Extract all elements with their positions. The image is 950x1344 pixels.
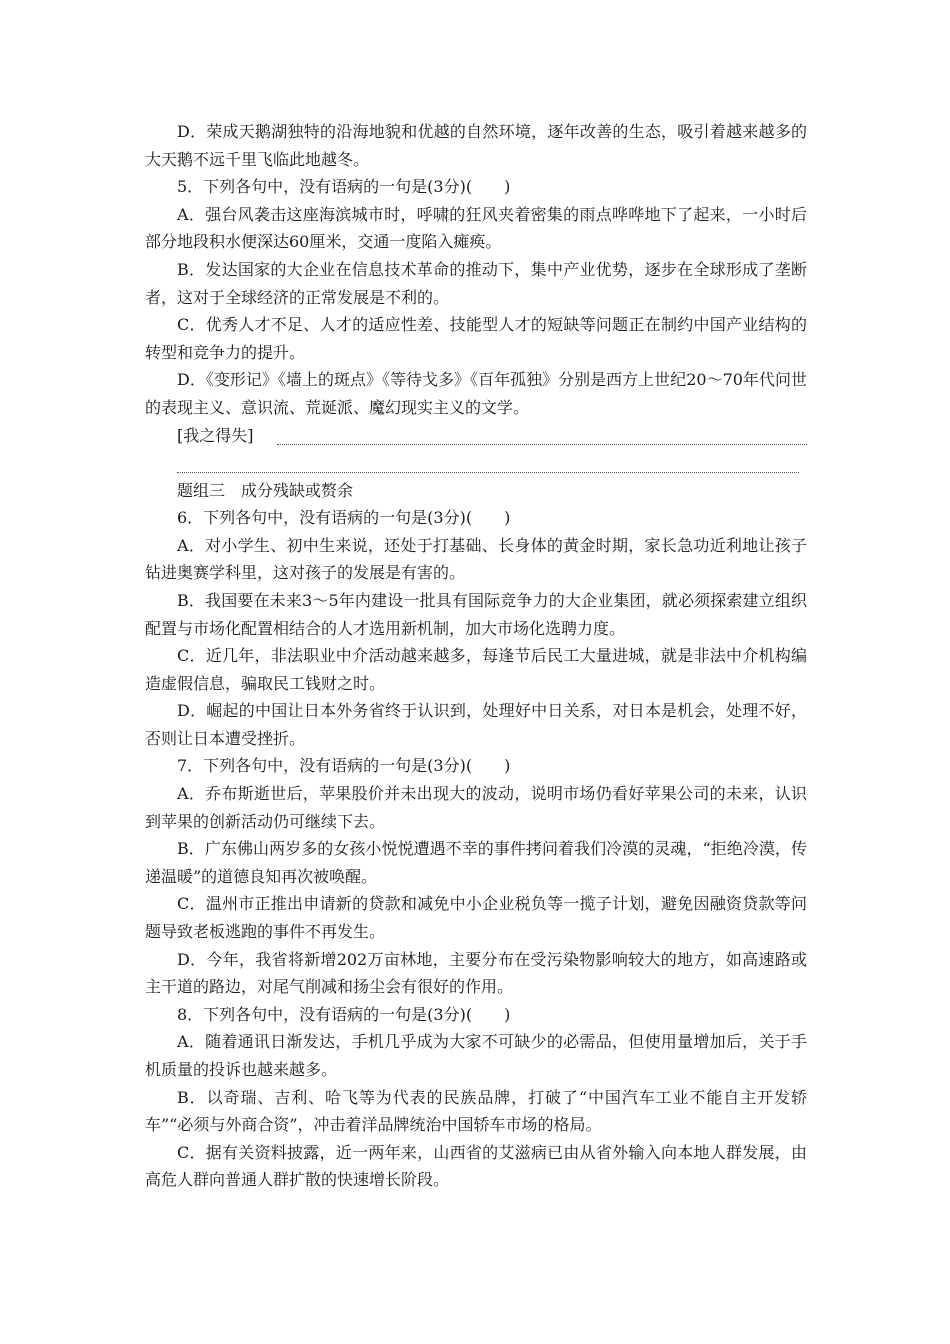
option: C．温州市正推出申请新的贷款和减免中小企业税负等一揽子计划，避免因融资贷款等问题导致老板逃跑的事件不再发生。 <box>145 894 807 942</box>
option: A．对小学生、初中生来说，还处于打基础、长身体的黄金时期，家长急功近利地让孩子钻进奥赛学科里，这对孩子的发展是有害的。 <box>145 535 807 583</box>
option: C．据有关资料披露，近一两年来，山西省的艾滋病已由从省外输入向本地人群发展，由高危人群向普通人群扩散的快速增长阶段。 <box>145 1142 807 1190</box>
question-stem: 5．下列各句中，没有语病的一句是(3分)( ) <box>177 177 511 197</box>
option: D．《变形记》《墙上的斑点》《等待戈多》《百年孤独》分别是西方上世纪20～70年代问世的表现主义、意识流、荒诞派、魔幻现实主义的文学。 <box>145 370 807 417</box>
question-stem: 6．下列各句中，没有语病的一句是(3分)( ) <box>177 508 511 528</box>
reflection-block <box>145 422 807 477</box>
answer-line[interactable] <box>277 444 807 445</box>
questions-top <box>145 118 807 422</box>
option: C．优秀人才不足、人才的适应性差、技能型人才的短缺等问题正在制约中国产业结构的转型和竞争力的提升。 <box>145 315 807 362</box>
option: A．强台风袭击这座海滨城市时，呼啸的狂风夹着密集的雨点哗哗地下了起来，一小时后部分地段积水便深达60厘米，交通一度陷入瘫痪。 <box>145 204 807 252</box>
option: B．发达国家的大企业在信息技术革命的推动下，集中产业优势，逐步在全球形成了垄断者，这对于全球经济的正常发展是不利的。 <box>145 259 807 307</box>
option: B．我国要在未来3～5年内建设一批具有国际竞争力的大企业集团，就必须探索建立组织配置与市场化配置相结合的人才选用新机制，加大市场化选聘力度。 <box>145 590 807 638</box>
option: A．随着通讯日渐发达，手机几乎成为大家不可缺少的必需品，但使用量增加后，关于手机质量的投诉也越来越多。 <box>145 1032 807 1079</box>
question-stem: 8．下列各句中，没有语病的一句是(3分)( ) <box>177 1004 511 1024</box>
answer-line[interactable] <box>177 472 799 473</box>
option: C．近几年，非法职业中介活动越来越多，每逢节后民工大量进城，就是非法中介机构编造虚假信息，骗取民工钱财之时。 <box>145 646 807 693</box>
option: D．今年，我省将新增202万亩林地，主要分布在受污染物影响较大的地方，如高速路或主干道的路边，对尾气削减和扬尘会有很好的作用。 <box>145 949 807 997</box>
paragraph: D．荣成天鹅湖独特的沿海地貌和优越的自然环境，逐年改善的生态，吸引着越来越多的大天鹅不远千里飞临此地越冬。 <box>145 122 807 169</box>
option: A．乔布斯逝世后，苹果股价并未出现大的波动，说明市场仍看好苹果公司的未来，认识到苹果的创新活动仍可继续下去。 <box>145 784 807 831</box>
reflection-label: [我之得失] <box>177 425 254 445</box>
document-page <box>145 118 807 1194</box>
question-stem: 7．下列各句中，没有语病的一句是(3分)( ) <box>177 756 511 776</box>
option: B．以奇瑞、吉利、哈飞等为代表的民族品牌，打破了“中国汽车工业不能自主开发轿车”“必须与外商合资”，冲击着洋品牌统治中国轿车市场的格局。 <box>145 1087 807 1135</box>
questions-bottom <box>145 504 807 1194</box>
section-title: 题组三 成分残缺或赘余 <box>177 480 354 500</box>
option: D．崛起的中国让日本外务省终于认识到，处理好中日关系，对日本是机会，处理不好，否则让日本遭受挫折。 <box>145 701 807 748</box>
option: B．广东佛山两岁多的女孩小悦悦遭遇不幸的事件拷问着我们冷漠的灵魂，“拒绝冷漠，传递温暖”的道德良知再次被唤醒。 <box>145 839 807 886</box>
